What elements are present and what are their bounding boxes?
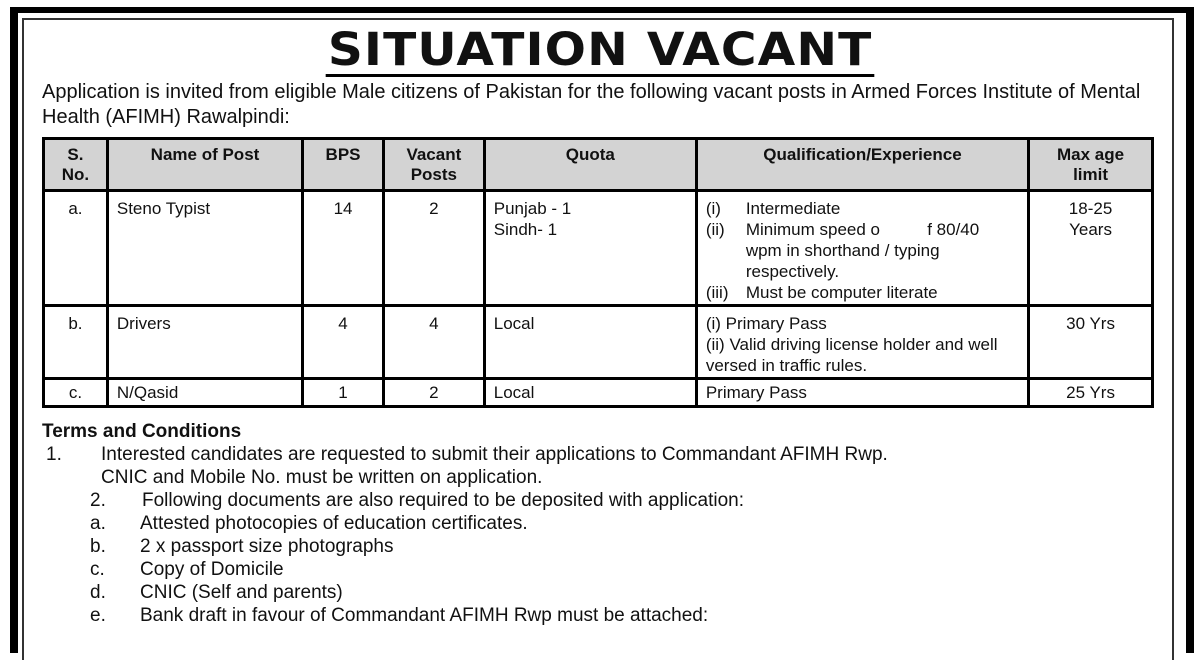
cell-post: Steno Typist (107, 191, 302, 306)
vacancy-table (42, 137, 1154, 408)
header-sno: S. No. (44, 139, 108, 191)
header-bps: BPS (303, 139, 384, 191)
cell-age: 30 Yrs (1029, 306, 1153, 379)
cell-bps: 4 (303, 306, 384, 379)
table-row (44, 191, 1153, 306)
qualification-item: (i) Primary Pass (705, 314, 827, 333)
qualification-item: (ii) Valid driving license holder and well versed in traffic rules. (705, 335, 998, 375)
cell-post: Drivers (107, 306, 302, 379)
cell-age: 25 Yrs (1029, 379, 1153, 407)
cell-quota: Local (484, 379, 696, 407)
cell-age: 18-25 Years (1029, 191, 1153, 306)
cell-sno: a. (44, 191, 108, 306)
table-header-row (44, 139, 1153, 191)
table-row (44, 379, 1153, 407)
header-vacant: Vacant Posts (383, 139, 484, 191)
qualification-item: (iii) Must be computer literate (705, 283, 938, 302)
cell-sno: b. (44, 306, 108, 379)
cell-post: N/Qasid (107, 379, 302, 407)
intro-paragraph: Application is invited from eligible Male citizens of Pakistan for the following vacant posts in Armed Forces Institute of Mental Health (AFIMH) Rawalpindi: (42, 81, 1141, 128)
cell-qualification: Primary Pass (696, 379, 1028, 407)
header-post: Name of Post (107, 139, 302, 191)
document-item: e. Bank draft in favour of Commandant AFIMH Rwp must be attached: (90, 605, 709, 626)
cell-qualification (696, 306, 1028, 379)
quota-line: Sindh- 1 (493, 220, 558, 239)
header-quota: Quota (484, 139, 696, 191)
term-item: 2. Following documents are also required to be deposited with application: (90, 490, 745, 511)
header-qualification: Qualification/Experience (696, 139, 1028, 191)
cell-quota (484, 306, 696, 379)
cell-bps: 14 (303, 191, 384, 306)
cell-vacant: 2 (383, 191, 484, 306)
cell-sno: c. (44, 379, 108, 407)
cell-vacant: 4 (383, 306, 484, 379)
page-title (0, 23, 1200, 77)
document-item: d. CNIC (Self and parents) (90, 582, 343, 603)
cell-vacant: 2 (383, 379, 484, 407)
cell-bps: 1 (303, 379, 384, 407)
title-text: SITUATION VACANT (326, 26, 875, 77)
document-item: b. 2 x passport size photographs (90, 536, 394, 557)
qualification-item: (i) Intermediate (705, 199, 841, 218)
cell-quota (484, 191, 696, 306)
document-item: a. Attested photocopies of education certificates. (90, 513, 528, 534)
quota-line: Punjab - 1 (493, 199, 572, 218)
quota-line: Local (493, 314, 535, 333)
term-item: 1. Interested candidates are requested to submit their applications to Commandant AFIMH Rwp. (46, 444, 888, 465)
cell-qualification (696, 191, 1028, 306)
table-row (44, 306, 1153, 379)
document-item: c. Copy of Domicile (90, 559, 284, 580)
qualification-item: (ii) Minimum speed o f 80/40 wpm in shorthand / typing respectively. (705, 220, 984, 281)
terms-section (42, 420, 1162, 627)
term-item-continuation: CNIC and Mobile No. must be written on application. (101, 467, 543, 488)
terms-heading: Terms and Conditions (42, 421, 242, 442)
header-age: Max age limit (1029, 139, 1153, 191)
